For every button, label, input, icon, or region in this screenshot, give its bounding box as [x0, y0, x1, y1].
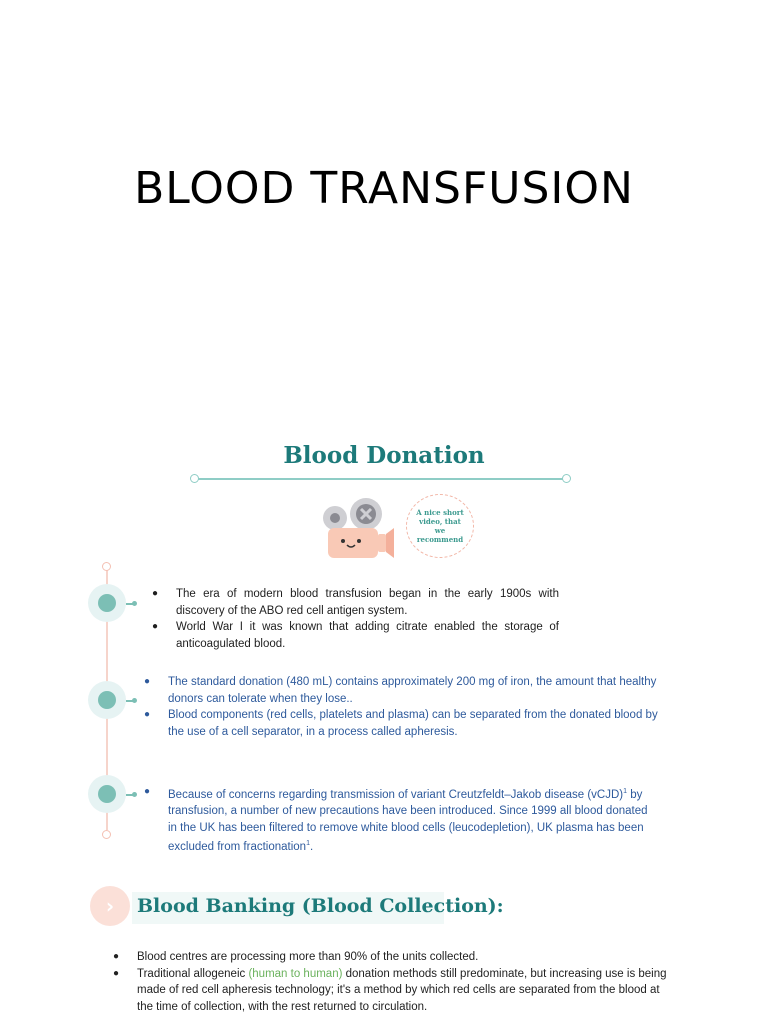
video-recommendation-bubble[interactable] [406, 494, 474, 558]
timeline-connector-dot [132, 792, 137, 797]
timeline-node-2 [88, 681, 126, 719]
timeline-node-1 [88, 584, 126, 622]
timeline-connector-dot [132, 698, 137, 703]
video-bubble-text: A nice short video, that we recommend [416, 508, 464, 544]
blood-banking-list [113, 949, 671, 1015]
page-title: BLOOD TRANSFUSION [134, 163, 634, 214]
list-item: ● World War I it was known that adding citrate enabled the storage of anticoagulated blood. [152, 621, 559, 650]
section-title-blood-banking: Blood Banking (Blood Collection): [137, 895, 504, 917]
chevron-right-icon: › [90, 886, 130, 926]
list-item: ● The era of modern blood transfusion began in the early 1900s with discovery of the ABO red cell antigen system. [152, 588, 559, 617]
title-divider [194, 478, 566, 480]
divider-dot-right [562, 474, 571, 483]
timeline-end-dot [102, 830, 111, 839]
list-item: ● Blood components (red cells, platelets and plasma) can be separated from the donated blood by the use of a cell separator, in a process called apheresis. [144, 709, 658, 738]
timeline-connector-dot [132, 601, 137, 606]
list-item: ● Because of concerns regarding transmission of variant Creutzfeldt–Jakob disease (vCJD)$^1$ by transfusion, a number of new precautions have been introduced. Since 1999 all blood donated in the UK has been filtered to remove white blood cells (leucodepletion), UK plasma has been excluded from fractionation$^1$. [144, 786, 648, 854]
divider-dot-left [190, 474, 199, 483]
donation-standard-list [144, 674, 660, 740]
section-title-blood-donation: Blood Donation [283, 442, 485, 469]
timeline-start-dot [102, 562, 111, 571]
timeline-node-3 [88, 775, 126, 813]
list-item: ● Blood centres are processing more than 90% of the units collected. [113, 951, 479, 963]
donation-precautions-list [144, 784, 648, 856]
list-item: ● The standard donation (480 mL) contains approximately 200 mg of iron, the amount that healthy donors can tolerate when they lose.. [144, 676, 657, 705]
donation-history-list [152, 586, 559, 652]
list-item: ● Traditional allogeneic (human to human) donation methods still predominate, but increasing use is being made of red cell apheresis technology; it's a method by which red cells are separated from the blood at the time of collection, with the rest returned to circulation. [113, 967, 667, 1013]
movie-camera-icon[interactable] [318, 494, 398, 568]
